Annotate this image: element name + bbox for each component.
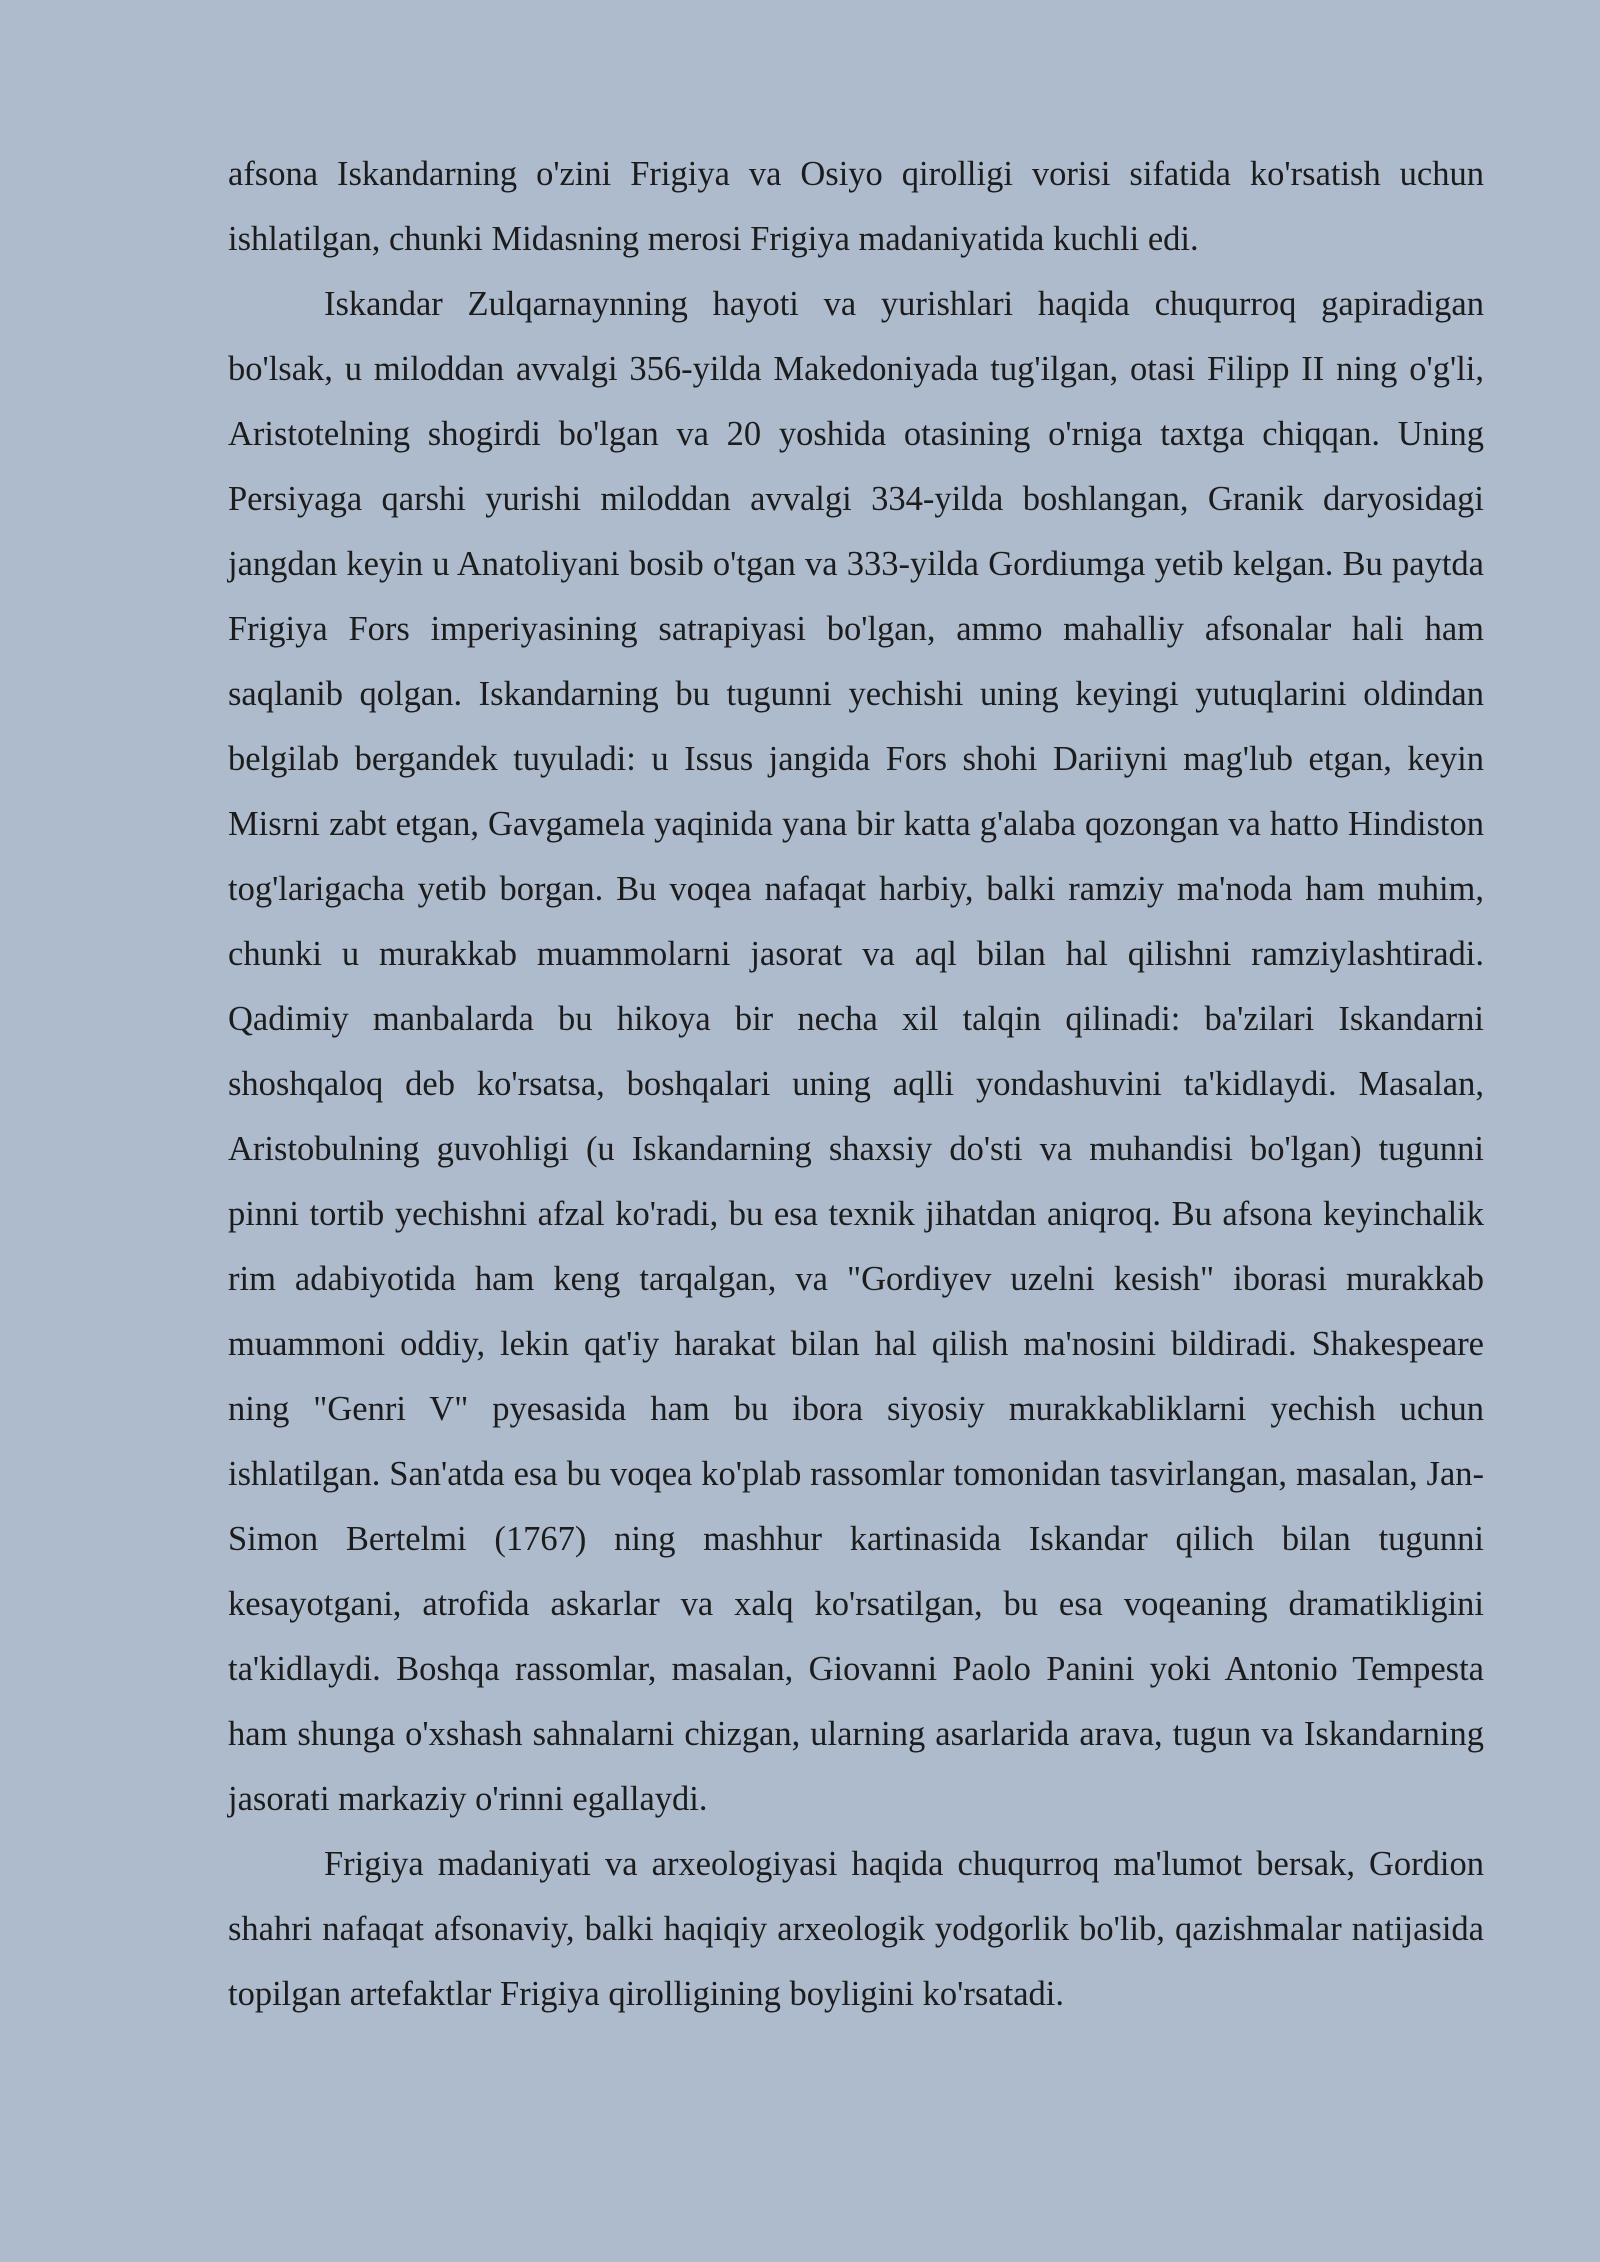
paragraph-continuation: afsona Iskandarning o'zini Frigiya va Osiyo qirolligi vorisi sifatida ko'rsatish uchun ishlatilgan, chunki Midasning merosi Frigiya madaniyatida kuchli edi. <box>228 155 1484 258</box>
body-text <box>228 142 1484 2027</box>
paragraph-phrygian-archaeology: Frigiya madaniyati va arxeologiyasi haqida chuqurroq ma'lumot bersak, Gordion shahri nafaqat afsonaviy, balki haqiqiy arxeologik yodgorlik bo'lib, qazishmalar natijasida topilgan artefaktlar Frigiya qirolligining boyligini ko'rsatadi. <box>228 1845 1484 2013</box>
paragraph-alexander-campaigns: Iskandar Zulqarnaynning hayoti va yurishlari haqida chuqurroq gapiradigan bo'lsak, u miloddan avvalgi 356-yilda Makedoniyada tug'ilgan, otasi Filipp II ning o'g'li, Aristotelning shogirdi bo'lgan va 20 yoshida otasining o'rniga taxtga chiqqan. Uning Persiyaga qarshi yurishi miloddan avvalgi 334-yilda boshlangan, Granik daryosidagi jangdan keyin u Anatoliyani bosib o'tgan va 333-yilda Gordiumga yetib kelgan. Bu paytda Frigiya Fors imperiyasining satrapiyasi bo'lgan, ammo mahalliy afsonalar hali ham saqlanib qolgan. Iskandarning bu tugunni yechishi uning keyingi yutuqlarini oldindan belgilab bergandek tuyuladi: u Issus jangida Fors shohi Dariiyni mag'lub etgan, keyin Misrni zabt etgan, Gavgamela yaqinida yana bir katta g'alaba qozongan va hatto Hindiston tog'larigacha yetib borgan. Bu voqea nafaqat harbiy, balki ramziy ma'noda ham muhim, chunki u murakkab muammolarni jasorat va aql bilan hal qilishni ramziylashtiradi. Qadimiy manbalarda bu hikoya bir necha xil talqin qilinadi: ba'zilari Iskandarni shoshqaloq deb ko'rsatsa, boshqalari uning aqlli yondashuvini ta'kidlaydi. Masalan, Aristobulning guvohligi (u Iskandarning shaxsiy do'sti va muhandisi bo'lgan) tugunni pinni tortib yechishni afzal ko'radi, bu esa texnik jihatdan aniqroq. Bu afsona keyinchalik rim adabiyotida ham keng tarqalgan, va "Gordiyev uzelni kesish" iborasi murakkab muammoni oddiy, lekin qat'iy harakat bilan hal qilish ma'nosini bildiradi. Shakespeare ning "Genri V" pyesasida ham bu ibora siyosiy murakkabliklarni yechish uchun ishlatilgan. San'atda esa bu voqea ko'plab rassomlar tomonidan tasvirlangan, masalan, Jan-Simon Bertelmi (1767) ning mashhur kartinasida Iskandar qilich bilan tugunni kesayotgani, atrofida askarlar va xalq ko'rsatilgan, bu esa voqeaning dramatikligini ta'kidlaydi. Boshqa rassomlar, masalan, Giovanni Paolo Panini yoki Antonio Tempesta ham shunga o'xshash sahnalarni chizgan, ularning asarlarida arava, tugun va Iskandarning jasorati markaziy o'rinni egallaydi. <box>228 285 1484 1818</box>
